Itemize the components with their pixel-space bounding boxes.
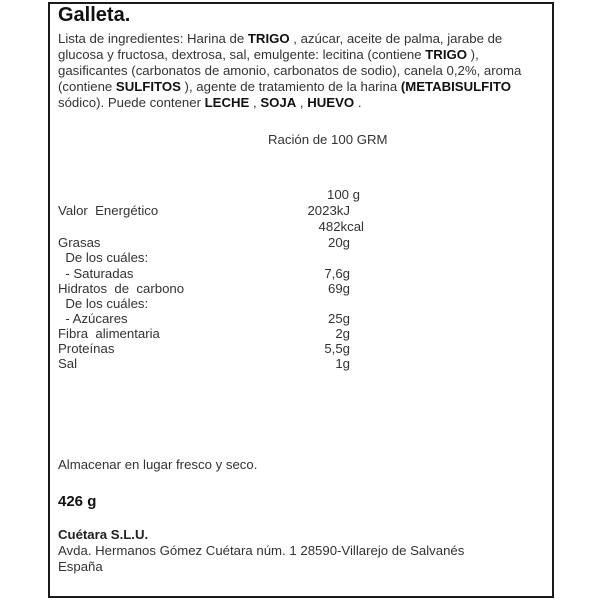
ingredient-text: , azúcar, aceite de palma, jarabe de glucosa y fructosa, dextrosa, sal, emulgente: lecitina (contiene (58, 31, 503, 62)
nutrient-value: 1g (335, 356, 350, 371)
nutrition-row (58, 296, 398, 312)
allergen-text: LECHE (204, 95, 250, 110)
ingredient-text: ), gasificantes (carbonatos de amonio, carbonatos de sodio), canela 0,2%, aroma (contiene (58, 47, 522, 94)
nutrient-label: - Saturadas (58, 266, 134, 281)
nutrient-label: Grasas (58, 235, 101, 250)
nutrition-row (58, 356, 398, 372)
nutrient-value: 69g (327, 281, 350, 296)
ingredient-text: , (249, 95, 261, 110)
nutrition-row (58, 203, 398, 219)
nutrition-row (58, 326, 398, 342)
nutrient-value: 2023kJ (307, 203, 350, 218)
manufacturer-country: España (58, 559, 103, 574)
ingredient-text: Lista de ingredientes: Harina de (58, 31, 248, 46)
ingredients-list (58, 31, 538, 111)
nutrient-label: - Azúcares (58, 311, 128, 326)
ingredient-text: sódico). Puede contener (58, 95, 205, 110)
nutrition-row (58, 341, 398, 357)
nutrient-label: De los cuáles: (58, 250, 149, 265)
nutrient-label: De los cuáles: (58, 296, 149, 311)
ingredient-text: ), agente de tratamiento de la harina (180, 79, 401, 94)
nutrition-row (58, 235, 398, 251)
nutrition-row (58, 281, 398, 297)
nutrition-row (58, 219, 398, 235)
nutrition-column-header: 100 g (326, 187, 360, 202)
allergen-text: SULFITOS (115, 79, 181, 94)
nutrient-label: Proteínas (58, 341, 115, 356)
allergen-text: TRIGO (247, 31, 290, 46)
nutrient-value: 25g (327, 311, 350, 326)
nutrient-label: Valor Energético (58, 203, 159, 218)
allergen-text: SOJA (260, 95, 297, 110)
nutrient-label: Fibra alimentaria (58, 326, 160, 341)
ingredient-text: . (354, 95, 362, 110)
nutrient-value: 5,5g (324, 341, 350, 356)
nutrition-row (58, 311, 398, 327)
nutrient-label: Hidratos de carbono (58, 281, 185, 296)
nutrition-header-row (58, 187, 398, 203)
ingredient-text: , (296, 95, 308, 110)
nutrient-label: Sal (58, 356, 78, 371)
nutrient-value: 20g (327, 235, 350, 250)
product-title: Galleta. (58, 4, 131, 26)
allergen-text: HUEVO (307, 95, 355, 110)
nutrient-value: 7,6g (324, 266, 350, 281)
net-weight: 426 g (58, 493, 97, 510)
nutrient-value: 2g (335, 326, 350, 341)
allergen-text: TRIGO (425, 47, 468, 62)
allergen-text: (METABISULFITO (400, 79, 511, 94)
ration-label: Ración de 100 GRM (268, 132, 388, 147)
manufacturer-address: Avda. Hermanos Gómez Cuétara núm. 1 28590-Villarejo de Salvanés (58, 543, 465, 558)
product-label-box (48, 2, 554, 598)
nutrition-row (58, 266, 398, 282)
nutrition-row (58, 250, 398, 266)
storage-instructions: Almacenar en lugar fresco y seco. (58, 457, 258, 472)
manufacturer-name: Cuétara S.L.U. (58, 527, 149, 542)
nutrient-value: 482kcal (318, 219, 364, 234)
